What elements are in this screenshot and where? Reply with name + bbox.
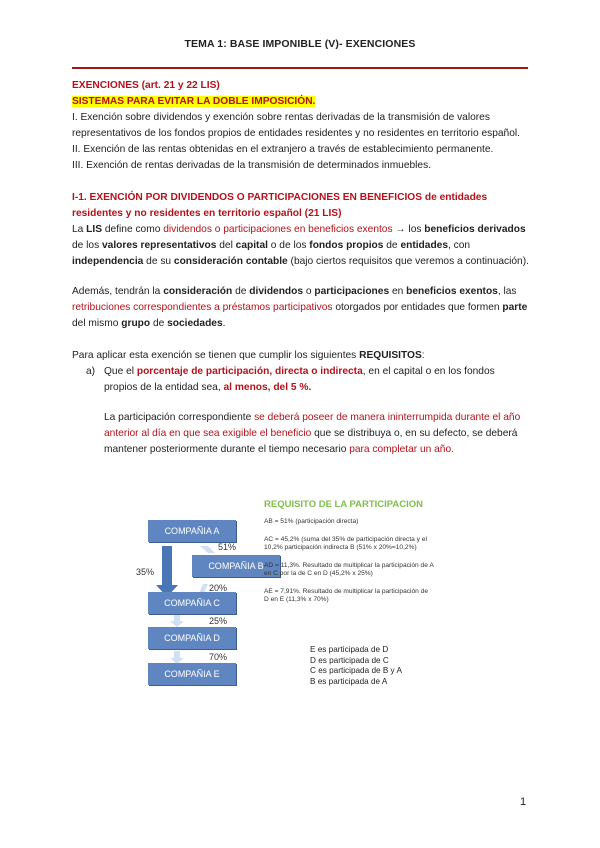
participation-list xyxy=(310,645,402,687)
exenciones-heading: EXENCIONES (art. 21 y 22 LIS) xyxy=(72,80,220,91)
intro-item-2: II. Exención de las rentas obtenidas en el extranjero a través de establecimiento permanente. xyxy=(72,144,494,155)
intro-item-3: III. Exención de rentas derivadas de la transmisión de determinados inmuebles. xyxy=(72,160,432,171)
company-d-box: COMPAÑIA D xyxy=(148,627,236,649)
highlight-line xyxy=(72,94,530,110)
company-c-box: COMPAÑIA C xyxy=(148,592,236,614)
pct-de: 70% xyxy=(209,652,228,662)
company-b-box: COMPAÑIA B xyxy=(192,555,280,577)
requirements-list xyxy=(264,518,434,614)
pct-cd: 25% xyxy=(209,616,228,626)
company-a-box: COMPAÑIA A xyxy=(148,520,236,542)
section-title-rest: de entidades residentes y no residentes en territorio español (21 LIS) xyxy=(72,192,488,219)
pct-ac: 35% xyxy=(136,567,155,577)
requirement-ae: AE = 7,91%. Resultado de multiplicar la participación de D en E (11,3% x 70%) xyxy=(264,587,429,603)
header-rule xyxy=(72,67,528,69)
arrow-d-to-e xyxy=(170,651,184,664)
page-number: 1 xyxy=(520,796,527,808)
page-header-title: TEMA 1: BASE IMPONIBLE (V)- EXENCIONES xyxy=(184,38,416,50)
document-body xyxy=(72,78,530,458)
paragraph-definition: La LIS define como dividendos o participaciones en beneficios exentos → los beneficios derivados de los valores representativos del capital o de los fondos propios de entidades, con independencia de su consideración contable (bajo ciertos requisitos que veremos a continuación). xyxy=(72,224,529,267)
arrow-a-to-c xyxy=(156,546,178,597)
intro-item-1: I. Exención sobre dividendos y exención sobre rentas derivadas de la transmisión de valores representativos de los fondos propios de entidades residentes y no residentes en territorio español. xyxy=(72,112,520,139)
requirement-a xyxy=(72,364,530,396)
requirements-title: REQUISITO DE LA PARTICIPACION xyxy=(264,499,424,510)
participation-item: C es participada de B y A xyxy=(310,666,402,675)
participation-item: D es participada de C xyxy=(310,655,389,665)
participation-item: E es participada de D xyxy=(310,645,389,654)
participation-item: B es participada de A xyxy=(310,676,388,686)
requirement-ac: AC = 45,2% (suma del 35% de participación directa y el 10,2% participación indirecta B (51% x 20%=10,2%) xyxy=(264,535,427,551)
paragraph-ademas: Además, tendrán la consideración de dividendos o participaciones en beneficios exentos, las retribuciones correspondientes a préstamos participativos otorgados por entidades que formen parte del mismo grupo de sociedades. xyxy=(72,286,528,329)
arrow-b-to-c xyxy=(199,584,208,593)
pct-bc: 20% xyxy=(209,583,228,593)
highlighted-heading: SISTEMAS PARA EVITAR LA DOBLE IMPOSICIÓN. xyxy=(72,96,316,107)
section-title-main: I-1. EXENCIÓN POR DIVIDENDOS O PARTICIPACIONES EN BENEFICIOS xyxy=(72,192,423,203)
paragraph-requisitos: Para aplicar esta exención se tienen que cumplir los siguientes REQUISITOS: xyxy=(72,350,425,361)
arrow-c-to-d xyxy=(170,614,184,627)
requirement-a-text: Que el porcentaje de participación, directa o indirecta, en el capital o en los fondos propios de la entidad sea, al menos, del 5 %. xyxy=(104,366,495,393)
requirement-ab: AB = 51% (participación directa) xyxy=(264,518,359,525)
requirement-ad: AD = 11,3%. Resultado de multiplicar la participación de A en C por la de C en D (45,2% x 25%) xyxy=(264,561,434,577)
pct-ab: 51% xyxy=(218,542,237,552)
section-title xyxy=(72,190,530,222)
arrow-a-to-b xyxy=(200,546,215,553)
paragraph-participacion: La participación correspondiente se deberá poseer de manera ininterrumpida durante el año anterior al día en que sea exigible el beneficio que se distribuya o, en su defecto, se deberá mantener posteriormente durante el tiempo necesario para completar un año. xyxy=(104,412,521,455)
requirement-a-label: a) xyxy=(86,366,96,377)
company-e-box: COMPAÑIA E xyxy=(148,663,236,685)
